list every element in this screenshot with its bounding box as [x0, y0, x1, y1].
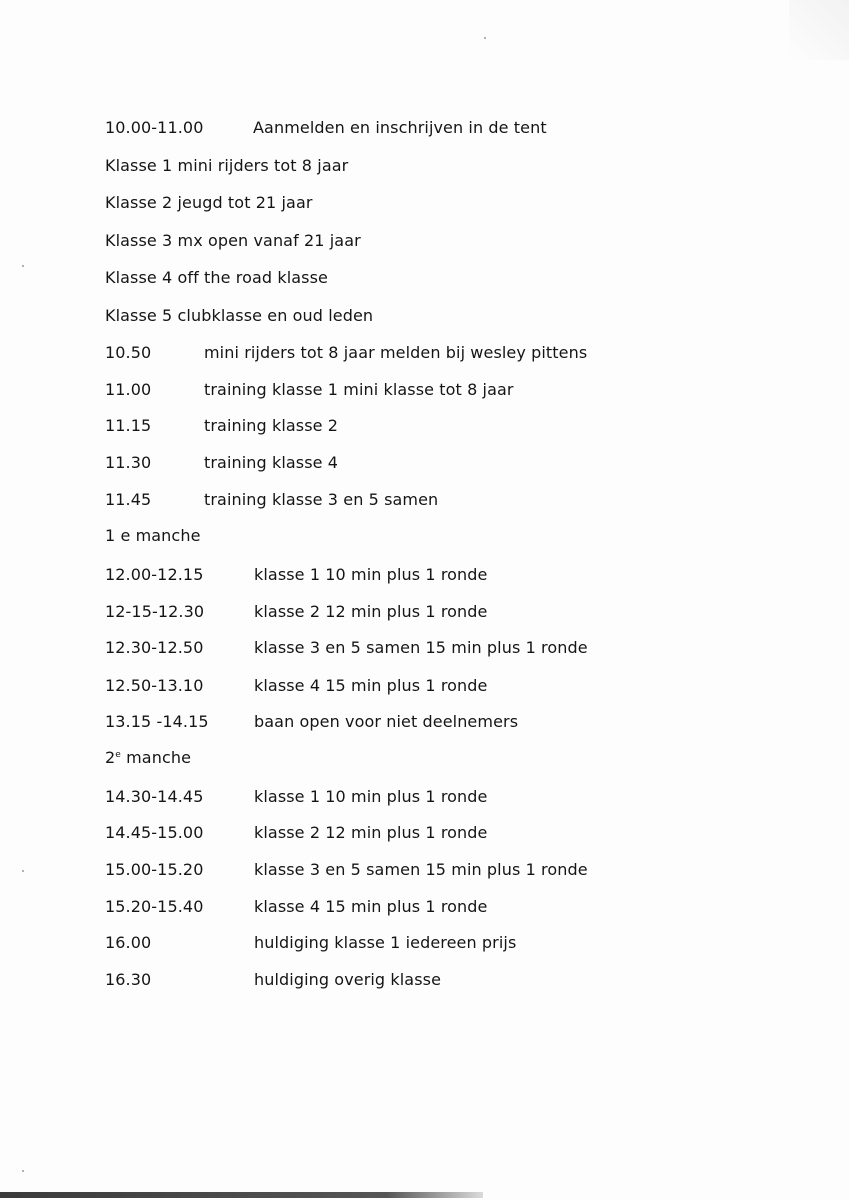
row-description: klasse 4 15 min plus 1 ronde	[254, 676, 488, 695]
heat-1-title: 1 e manche	[105, 526, 201, 545]
row-description: training klasse 4	[204, 453, 339, 472]
row-description: klasse 1 10 min plus 1 ronde	[254, 565, 488, 584]
heat-2-number: 2	[105, 748, 116, 767]
scan-shadow	[789, 0, 849, 60]
row-time: 11.30	[105, 453, 152, 472]
row-description: klasse 3 en 5 samen 15 min plus 1 ronde	[254, 638, 588, 657]
row-time: 12.00-12.15	[105, 565, 204, 584]
row-time: 15.00-15.20	[105, 860, 204, 879]
scan-bottom-edge	[0, 1192, 483, 1198]
class-line: Klasse 4 off the road klasse	[105, 268, 328, 287]
scan-speck	[22, 265, 24, 267]
row-description: klasse 2 12 min plus 1 ronde	[254, 823, 488, 842]
row-time: 14.45-15.00	[105, 823, 204, 842]
row-time: 16.00	[105, 933, 152, 952]
row-time: 10.00-11.00	[105, 118, 204, 137]
class-line: Klasse 2 jeugd tot 21 jaar	[105, 193, 313, 212]
row-time: 11.15	[105, 416, 152, 435]
row-time: 11.45	[105, 490, 152, 509]
row-description: huldiging overig klasse	[254, 970, 442, 989]
row-time: 12.50-13.10	[105, 676, 204, 695]
row-time: 14.30-14.45	[105, 787, 204, 806]
scan-speck	[22, 1170, 24, 1172]
row-time: 10.50	[105, 343, 152, 362]
row-description: klasse 1 10 min plus 1 ronde	[254, 787, 488, 806]
row-description: huldiging klasse 1 iedereen prijs	[254, 933, 517, 952]
class-line: Klasse 3 mx open vanaf 21 jaar	[105, 231, 361, 250]
scan-speck	[484, 37, 486, 39]
row-description: baan open voor niet deelnemers	[254, 712, 519, 731]
row-description: klasse 2 12 min plus 1 ronde	[254, 602, 488, 621]
heat-2-word: manche	[120, 748, 192, 767]
row-description: training klasse 3 en 5 samen	[204, 490, 439, 509]
class-line: Klasse 5 clubklasse en oud leden	[105, 306, 374, 325]
row-time: 12-15-12.30	[105, 602, 205, 621]
row-time: 16.30	[105, 970, 152, 989]
row-time: 13.15 -14.15	[105, 712, 209, 731]
heat-2-title	[105, 748, 191, 768]
class-line: Klasse 1 mini rijders tot 8 jaar	[105, 156, 349, 175]
heat-2-ordinal: e	[115, 750, 121, 760]
row-description: mini rijders tot 8 jaar melden bij wesley pittens	[204, 343, 588, 362]
scan-speck	[22, 870, 24, 872]
row-description: klasse 4 15 min plus 1 ronde	[254, 897, 488, 916]
row-time: 12.30-12.50	[105, 638, 204, 657]
row-description: Aanmelden en inschrijven in de tent	[253, 118, 547, 137]
row-time: 15.20-15.40	[105, 897, 204, 916]
row-description: training klasse 1 mini klasse tot 8 jaar	[204, 380, 514, 399]
row-description: training klasse 2	[204, 416, 339, 435]
row-description: klasse 3 en 5 samen 15 min plus 1 ronde	[254, 860, 588, 879]
row-time: 11.00	[105, 380, 152, 399]
